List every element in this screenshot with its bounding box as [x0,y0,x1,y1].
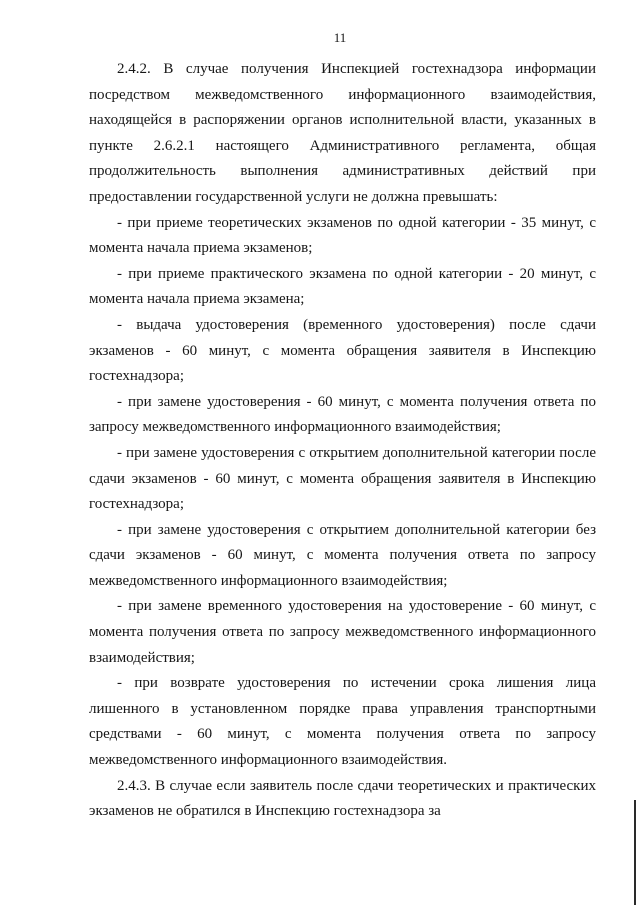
list-item-theory-exams: - при приеме теоретических экзаменов по одной категории - 35 минут, с момента начала приема экзаменов; [89,214,596,257]
list-item-certificate-return: - при возврате удостоверения по истечении срока лишения лица лишенного в установленном порядке права управления транспортными средствами - 60 минут, с момента получения ответа по запросу межведомственного информационного взаимодействия. [89,675,596,769]
list-item-replacement-without-exams: - при замене удостоверения с открытием дополнительной категории без сдачи экзаменов - 60 минут, с момента получения ответа по запросу межведомственного информационного взаимодействия; [89,521,596,589]
list-item-certificate-replacement: - при замене удостоверения - 60 минут, с момента получения ответа по запросу межведомственного информационного взаимодействия; [89,393,596,436]
document-body [89,57,596,825]
page-number: 11 [333,30,347,45]
paragraph-2-4-3: 2.4.3. В случае если заявитель после сдачи теоретических и практических экзаменов не обратился в Инспекцию гостехнадзора за [89,777,596,820]
list-item-temporary-replacement: - при замене временного удостоверения на удостоверение - 60 минут, с момента получения ответа по запросу межведомственного информационного взаимодействия; [89,598,596,666]
scan-edge-shadow [634,800,636,905]
list-item-practical-exam: - при приеме практического экзамена по одной категории - 20 минут, с момента начала приема экзамена; [89,265,596,308]
list-item-certificate-issue: - выдача удостоверения (временного удостоверения) после сдачи экзаменов - 60 минут, с момента обращения заявителя в Инспекцию гостехнадзора; [89,316,596,385]
paragraph-2-4-2: 2.4.2. В случае получения Инспекцией гостехнадзора информации посредством межведомственного информационного взаимодействия, находящейся в распоряжении органов исполнительной власти, указанных в пункте 2.6.2.1 настоящего Административного регламента, общая продолжительность выполнения административных действий при предоставлении государственной услуги не должна превышать: [89,61,596,205]
list-item-replacement-with-exams: - при замене удостоверения с открытием дополнительной категории после сдачи экзаменов - 60 минут, с момента обращения заявителя в Инспекцию гостехнадзора; [89,444,596,513]
